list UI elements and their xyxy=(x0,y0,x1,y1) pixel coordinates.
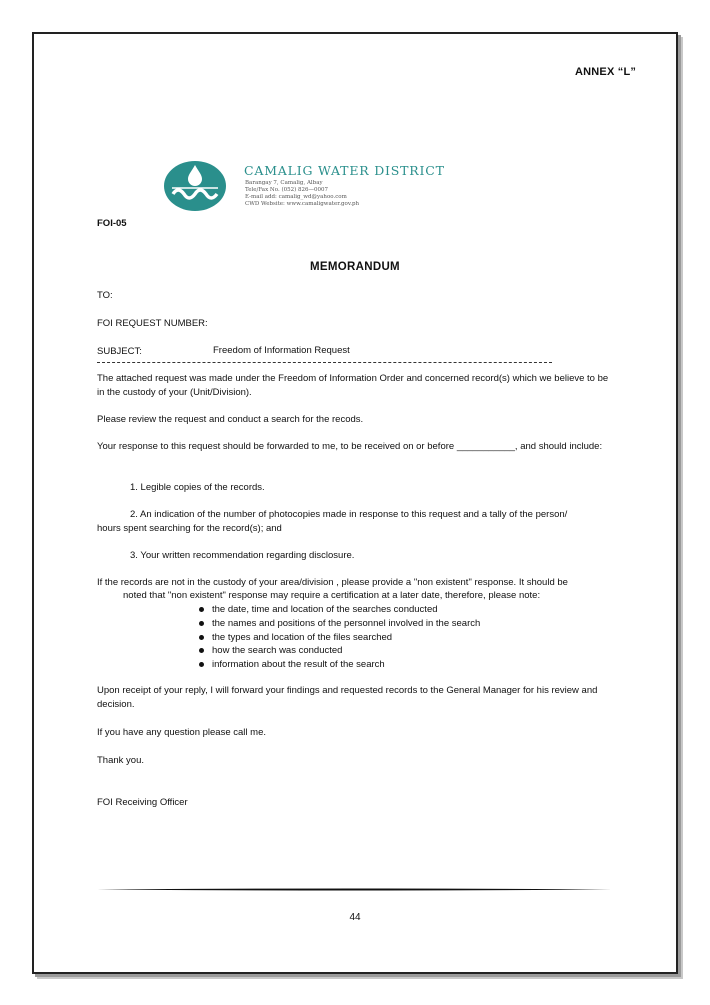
divider xyxy=(97,362,552,363)
paragraph-review: Please review the request and conduct a search for the recods. xyxy=(97,414,364,425)
bullet-icon xyxy=(199,635,204,640)
memo-title: MEMORANDUM xyxy=(310,261,400,273)
subject-label: SUBJECT: xyxy=(97,346,142,357)
list-item: information about the result of the search xyxy=(198,658,480,672)
request-number-label: FOI REQUEST NUMBER: xyxy=(97,318,208,329)
org-telefax: Tele/Fax No. (052) 826—0007 xyxy=(245,187,328,193)
list-item-photocopies-cont: hours spent searching for the record(s); and xyxy=(97,523,282,534)
paragraph-forward: Upon receipt of your reply, I will forward your findings and requested records to the General Manager for his review and decision. xyxy=(97,685,598,710)
bullet-icon xyxy=(199,648,204,653)
list-item-recommendation: 3. Your written recommendation regarding disclosure. xyxy=(130,550,355,561)
org-name: CAMALIG WATER DISTRICT xyxy=(244,163,445,178)
list-item: the names and positions of the personnel involved in the search xyxy=(198,617,480,631)
list-item: the date, time and location of the searches conducted xyxy=(198,603,480,617)
paragraph-non-existent: If the records are not in the custody of your area/division , please provide a "non existent" response. It should be xyxy=(97,577,568,588)
note-bullet-list xyxy=(198,603,480,672)
bullet-icon xyxy=(199,662,204,667)
page-number: 44 xyxy=(349,912,361,923)
form-code: FOI-05 xyxy=(97,218,127,229)
bullet-icon xyxy=(199,607,204,612)
org-address: Barangay 7, Camalig, Albay xyxy=(245,180,323,186)
paragraph-thanks: Thank you. xyxy=(97,755,144,766)
signatory: FOI Receiving Officer xyxy=(97,797,188,808)
paragraph-response: Your response to this request should be forwarded to me, to be received on or before ___________, and should include: xyxy=(97,441,603,452)
subject-value: Freedom of Information Request xyxy=(213,345,350,356)
list-item: the types and location of the files searched xyxy=(198,631,480,645)
list-item-copies: 1. Legible copies of the records. xyxy=(130,482,265,493)
paragraph-intro: The attached request was made under the Freedom of Information Order and concerned record(s) which we believe to be in the custody of your (Unit/Division). xyxy=(97,373,609,398)
org-website: CWD Website: www.camaligwater.gov.ph xyxy=(245,201,360,207)
to-label: TO: xyxy=(97,290,113,301)
annex-label: ANNEX “L” xyxy=(575,66,637,78)
paragraph-questions: If you have any question please call me. xyxy=(97,727,266,738)
water-district-logo xyxy=(163,160,227,212)
list-item-photocopies: 2. An indication of the number of photocopies made in response to this request and a tally of the person/ xyxy=(130,509,568,520)
footer-rule xyxy=(97,888,612,891)
org-email: E-mail add: camalig_wd@yahoo.com xyxy=(245,194,347,200)
bullet-icon xyxy=(199,621,204,626)
paragraph-non-existent-cont: noted that "non existent" response may require a certification at a later date, therefore, please note: xyxy=(123,590,541,601)
list-item: how the search was conducted xyxy=(198,644,480,658)
